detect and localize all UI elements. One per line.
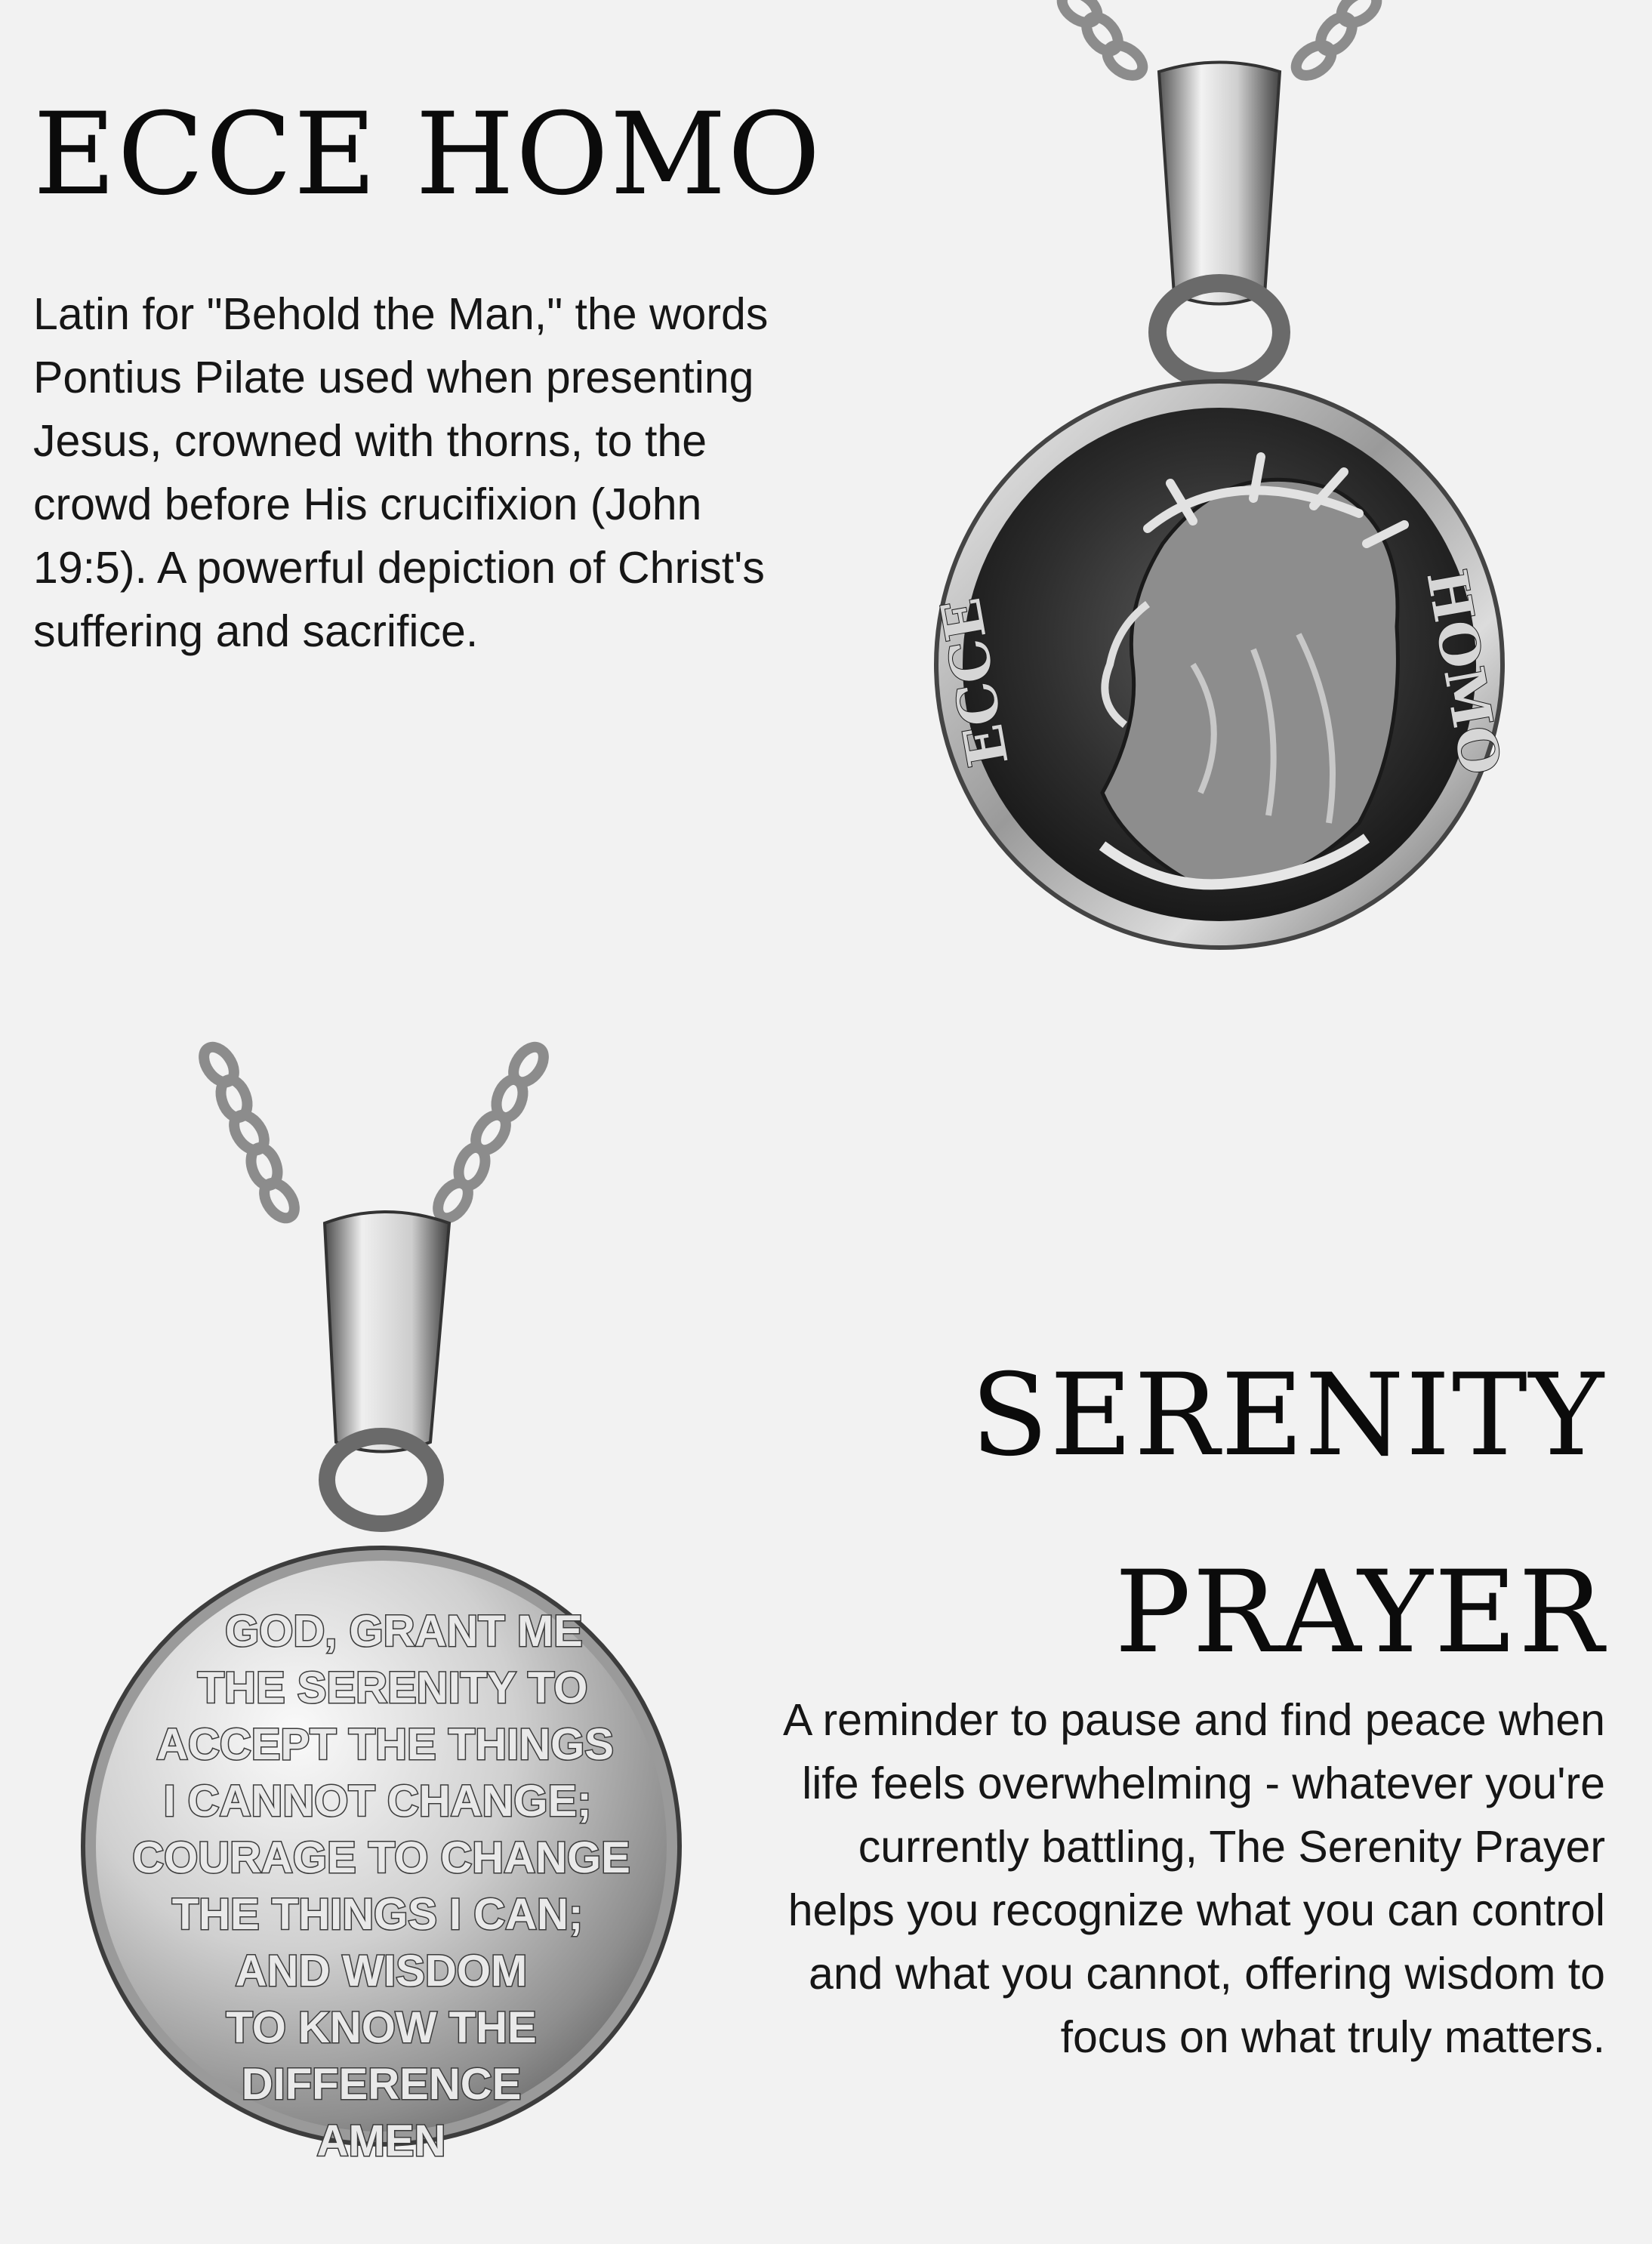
- medallion-text-homo: HOMO: [1414, 565, 1514, 779]
- engraving-line: ACCEPT THE THINGS: [156, 1720, 614, 1769]
- serenity-prayer-title-line1: SERENITY: [970, 1350, 1605, 1481]
- engraving-line: GOD, GRANT ME: [225, 1607, 583, 1656]
- ecce-homo-title: ECCE HOMO: [33, 89, 822, 220]
- chain-right: [1291, 0, 1382, 82]
- chain-left: [198, 1042, 301, 1224]
- ecce-homo-description: Latin for "Behold the Man," the words Pontius Pilate used when presenting Jesus, crowned with thorns, to the crowd before His crucifixion (John 19:5). A powerful depiction of Christ's suffering and sacrifice.: [33, 289, 769, 656]
- serenity-prayer-title-line2: PRAYER: [1114, 1547, 1605, 1678]
- pendant-bail: [325, 1212, 449, 1452]
- pendant-bail: [1159, 63, 1280, 304]
- engraving-line: TO KNOW THE: [226, 2003, 537, 2052]
- serenity-prayer-title: [971, 1318, 1605, 1712]
- engraving-line: AMEN: [316, 2116, 446, 2165]
- engraving-line: COURAGE TO CHANGE: [132, 1833, 630, 1882]
- medallion-text-ecce: ECCE: [928, 593, 1021, 772]
- engraving-line: DIFFERENCE: [241, 2060, 522, 2109]
- chain-left: [1057, 0, 1148, 82]
- engraving-line: THE SERENITY TO: [197, 1663, 588, 1712]
- ecce-homo-pendant-image: [876, 0, 1593, 1042]
- serenity-prayer-pendant-image: [45, 1057, 725, 2205]
- engraving-line: I CANNOT CHANGE;: [163, 1777, 592, 1826]
- engraving-line: THE THINGS I CAN;: [171, 1890, 584, 1939]
- engraving-line: AND WISDOM: [235, 1947, 528, 1996]
- serenity-prayer-description: A reminder to pause and find peace when life feels overwhelming - whatever you're currently battling, The Serenity Prayer helps you recognize what you can control and what you cannot, offering wisdom to focus on what truly matters.: [783, 1695, 1605, 2062]
- chain-right: [432, 1042, 550, 1224]
